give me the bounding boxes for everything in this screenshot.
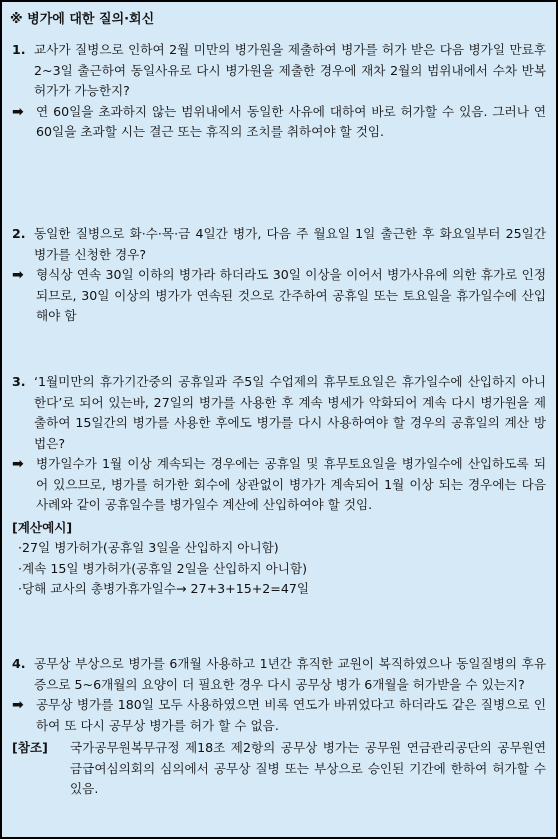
calc-example-item: ·27일 병가허가(공휴일 3일을 산입하지 아니함) xyxy=(18,540,279,555)
answer-text: 형식상 연속 30일 이하의 병가라 하더라도 30일 이상을 이어서 병가사유에 의한 휴가로 인정되므로, 30일 이상의 병가가 연속된 것으로 간주하여 공휴일 또는 토요일을 휴가일수에 산입해야 함 xyxy=(36,267,546,323)
qa-item-1 xyxy=(12,40,546,143)
qa-item-2 xyxy=(12,224,546,327)
question-3 xyxy=(12,372,546,454)
reference-text: 국가공무원복무규정 제18조 제2항의 공무상 병가는 공무원 연금관리공단의 공무원연금급여심의회의 심의에서 공무상 질병 또는 부상으로 승인된 기간에 한하여 허가할 수 있음. xyxy=(70,740,546,796)
question-2 xyxy=(12,224,546,265)
question-text: 교사가 질병으로 인하여 2월 미만의 병가원을 제출하여 병가를 허가 받은 다음 병가일 만료후 2~3일 출근하여 동일사유로 다시 병가원을 제출한 경우에 재차 2월의 범위내에서 수차 반복 허가가 가능한지? xyxy=(34,42,546,98)
arrow-right-icon: ➡ xyxy=(12,103,24,120)
question-text: 동일한 질병으로 화·수·목·금 4일간 병가, 다음 주 월요일 1일 출근한 후 화요일부터 25일간 병가를 신청한 경우? xyxy=(34,226,546,262)
question-1 xyxy=(12,40,546,102)
reference-note xyxy=(12,738,546,800)
calc-example-item: ·당해 교사의 총병가휴가일수→ 27+3+15+2=47일 xyxy=(18,581,310,596)
arrow-right-icon: ➡ xyxy=(12,267,24,283)
question-text: 공무상 부상으로 병가를 6개월 사용하고 1년간 휴직한 교원이 복직하였으나 동일질병의 후유증으로 5~6개월의 요양이 더 필요한 경우 다시 공무상 병가 6개월을 허가받을 수 있는지? xyxy=(34,656,546,692)
page-title: ※ 병가에 대한 질의·회신 xyxy=(10,12,155,27)
answer-4 xyxy=(12,695,546,736)
answer-3 xyxy=(12,454,546,516)
question-number: 4. xyxy=(12,656,26,671)
arrow-right-icon: ➡ xyxy=(12,697,24,713)
reference-label: [참조] xyxy=(12,740,48,755)
calc-example-title: [계산예시] xyxy=(12,519,73,535)
answer-1 xyxy=(12,102,546,143)
answer-text: 공무상 병가를 180일 모두 사용하였으면 비록 연도가 바뀌었다고 하더라도 같은 질병으로 인하여 또 다시 공무상 병가를 허가 할 수 없음. xyxy=(36,697,546,733)
answer-text: 병가일수가 1월 이상 계속되는 경우에는 공휴일 및 휴무토요일을 병가일수에 산입하도록 되어 있으므로, 병가를 허가한 회수에 상관없이 병가가 계속되어 1월 이상 되는 경우에는 다음사례와 같이 공휴일수를 병가일수 계산에 산입하여야 할 것임. xyxy=(36,456,546,512)
answer-text: 연 60일을 초과하지 않는 범위내에서 동일한 사유에 대하여 바로 허가할 수 있음. 그러나 연 60일을 초과할 시는 결근 또는 휴직의 조치를 취하여야 할 것임. xyxy=(36,103,546,139)
qa-item-3 xyxy=(12,372,546,600)
qa-item-4 xyxy=(12,654,546,800)
arrow-right-icon: ➡ xyxy=(12,456,24,472)
question-number: 1. xyxy=(12,42,26,57)
question-number: 2. xyxy=(12,226,26,241)
answer-2 xyxy=(12,265,546,327)
calc-example-item: ·계속 15일 병가허가(공휴일 2일을 산입하지 아니함) xyxy=(18,560,308,576)
question-number: 3. xyxy=(12,374,26,389)
question-4 xyxy=(12,654,546,695)
question-text: ‘1월미만의 휴가기간중의 공휴일과 주5일 수업제의 휴무토요일은 휴가일수에 산입하지 아니한다’로 되어 있는바, 27일의 병가를 사용한 후 계속 병세가 악화되어 계속 다시 병가원을 제출하여 15일간의 병가를 사용한 후에도 병가를 다시 사용하여야 할 경우의 공휴일의 계산 방법은? xyxy=(34,374,546,451)
